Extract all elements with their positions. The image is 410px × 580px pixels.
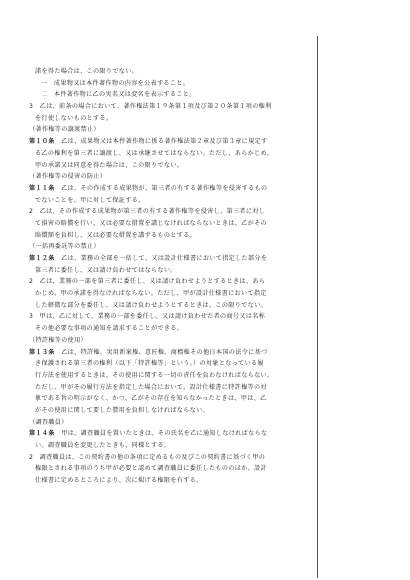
line-text: （著作権等の譲渡禁止）	[29, 126, 100, 134]
section-caption	[29, 417, 315, 429]
section-caption	[29, 241, 315, 253]
line-text: （特許権等の使用）	[29, 336, 87, 344]
line-text: 仕様書に定めるところにより、次に掲げる権限を有する。	[35, 477, 203, 485]
text-line	[29, 253, 315, 265]
article-number: 第１２条	[29, 255, 55, 262]
text-line	[29, 370, 315, 382]
section-caption	[29, 171, 315, 183]
line-text: 乙は、業務の全部を一括して、又は設計仕様書において指定した部分を	[54, 255, 268, 262]
line-text: い。調査職員を変更したときも、同様とする。	[35, 442, 171, 449]
text-line	[29, 440, 315, 452]
section-caption	[29, 335, 315, 347]
line-text: 諾を得た場合は、この限りでない。	[35, 68, 139, 75]
line-text: （調査職員）	[29, 418, 68, 426]
line-text: 乙は、特許権、実用新案権、意匠権、商標権その他日本国の法令に基づ	[54, 348, 268, 356]
line-text: 一 成果物又は本件著作物の内容を公表すること。	[41, 79, 190, 87]
text-line	[29, 358, 315, 370]
line-text: 乙は、その作成する成果物が、第三者の有する著作権等を侵害するもの	[54, 184, 268, 192]
text-line	[29, 78, 315, 90]
line-text: 第三者に委任し、又は請け負わせてはならない。	[35, 266, 177, 274]
line-text: 甲の承諾又は同意を得た場合は、この限りでない。	[35, 161, 184, 169]
line-text: て損害の賠償を行い、又は必要な措置を講じなければならないときは、乙がその	[35, 219, 267, 227]
text-line	[29, 347, 315, 359]
section-caption	[29, 124, 315, 136]
line-text: を行使しないものとする。	[35, 114, 113, 122]
text-line	[29, 276, 315, 288]
line-text: 権限とされる事項のうち甲が必要と認めて調査職員に委任したもののほか、設計	[35, 465, 267, 473]
line-text: る乙の権利を第三者に譲渡し、又は承継させてはならない。ただし、あらかじめ、	[35, 149, 274, 157]
text-line	[29, 405, 315, 417]
line-text: 3 乙は、前条の場合において、著作権法第１９条第１項及び第２０条第１項の権利	[29, 103, 272, 111]
line-text: 乙は、成果物又は本件著作物に係る著作権法第２章及び第３章に規定す	[54, 138, 268, 146]
text-line	[29, 195, 315, 207]
line-text: （著作権等の侵害の防止）	[29, 173, 107, 181]
contract-text	[29, 66, 315, 487]
text-line	[29, 265, 315, 277]
line-text: 2 乙は、その作成する成果物が第三者の有する著作権等を侵害し、第三者に対し	[29, 208, 266, 216]
text-line	[29, 428, 315, 440]
line-text: 賠償額を負担し、又は必要な措置を講ずるものとする。	[35, 231, 197, 239]
text-line	[29, 452, 315, 464]
line-text: 甲は、調査職員を置いたときは、その氏名を乙に通知しなければならな	[54, 430, 268, 438]
text-line	[29, 136, 315, 148]
line-text: 二 本件著作物に乙の実名又は変名を表示すること。	[41, 91, 196, 99]
text-line	[29, 183, 315, 195]
text-line	[29, 206, 315, 218]
line-text: き保護される第三者の権利（以下「特許権等」という。）の対象となっている履	[35, 360, 264, 368]
text-line	[29, 218, 315, 230]
line-text: ただし、甲がその履行方法を指定した場合において、設計仕様書に特許権等の対	[35, 383, 267, 391]
text-line	[29, 311, 315, 323]
line-text: （一括再委託等の禁止）	[29, 243, 100, 251]
article-number: 第１１条	[29, 184, 55, 192]
text-line	[29, 382, 315, 394]
text-line	[29, 148, 315, 160]
line-text: かじめ、甲の承諾を得なければならない。ただし、甲が設計仕様書において指定	[35, 290, 267, 298]
article-number: 第１４条	[29, 430, 55, 438]
text-line	[29, 160, 315, 172]
text-line	[29, 89, 315, 101]
text-line	[29, 300, 315, 312]
text-line	[29, 323, 315, 335]
line-text: がその使用に関して要した費用を負担しなければならない。	[35, 406, 209, 414]
text-line	[29, 113, 315, 125]
line-text: した軽微な部分を委任し、又は請け負わせようとするときは、この限りでない。	[35, 301, 267, 309]
line-text: 3 甲は、乙に対して、業務の一部を委任し、又は請け負わせた者の商号又は名称	[29, 313, 266, 321]
line-text: その他必要な事項の通知を請求することができる。	[35, 325, 184, 333]
margin-rule	[317, 36, 318, 578]
line-text: 行方法を使用するときは、その使用に関する一切の責任を負わなければならない。	[35, 371, 274, 379]
line-text: 2 調査職員は、この契約書の他の条項に定めるもの及びこの契約書に基づく甲の	[29, 453, 266, 461]
text-line	[29, 101, 315, 113]
line-text: でないことを、甲に対して保証する。	[35, 196, 145, 204]
text-line	[29, 288, 315, 300]
line-text: 2 乙は、業務の一部を第三者に委任し、又は請け負わせようとするときは、あら	[29, 278, 266, 286]
article-number: 第１３条	[29, 348, 55, 356]
text-line	[29, 475, 315, 487]
text-line	[29, 393, 315, 405]
text-line	[29, 66, 315, 78]
text-line	[29, 463, 315, 475]
line-text: 象である旨の明示がなく、かつ、乙がその存在を知らなかったときは、甲は、乙	[35, 395, 267, 403]
article-number: 第１０条	[29, 138, 55, 146]
text-line	[29, 230, 315, 242]
